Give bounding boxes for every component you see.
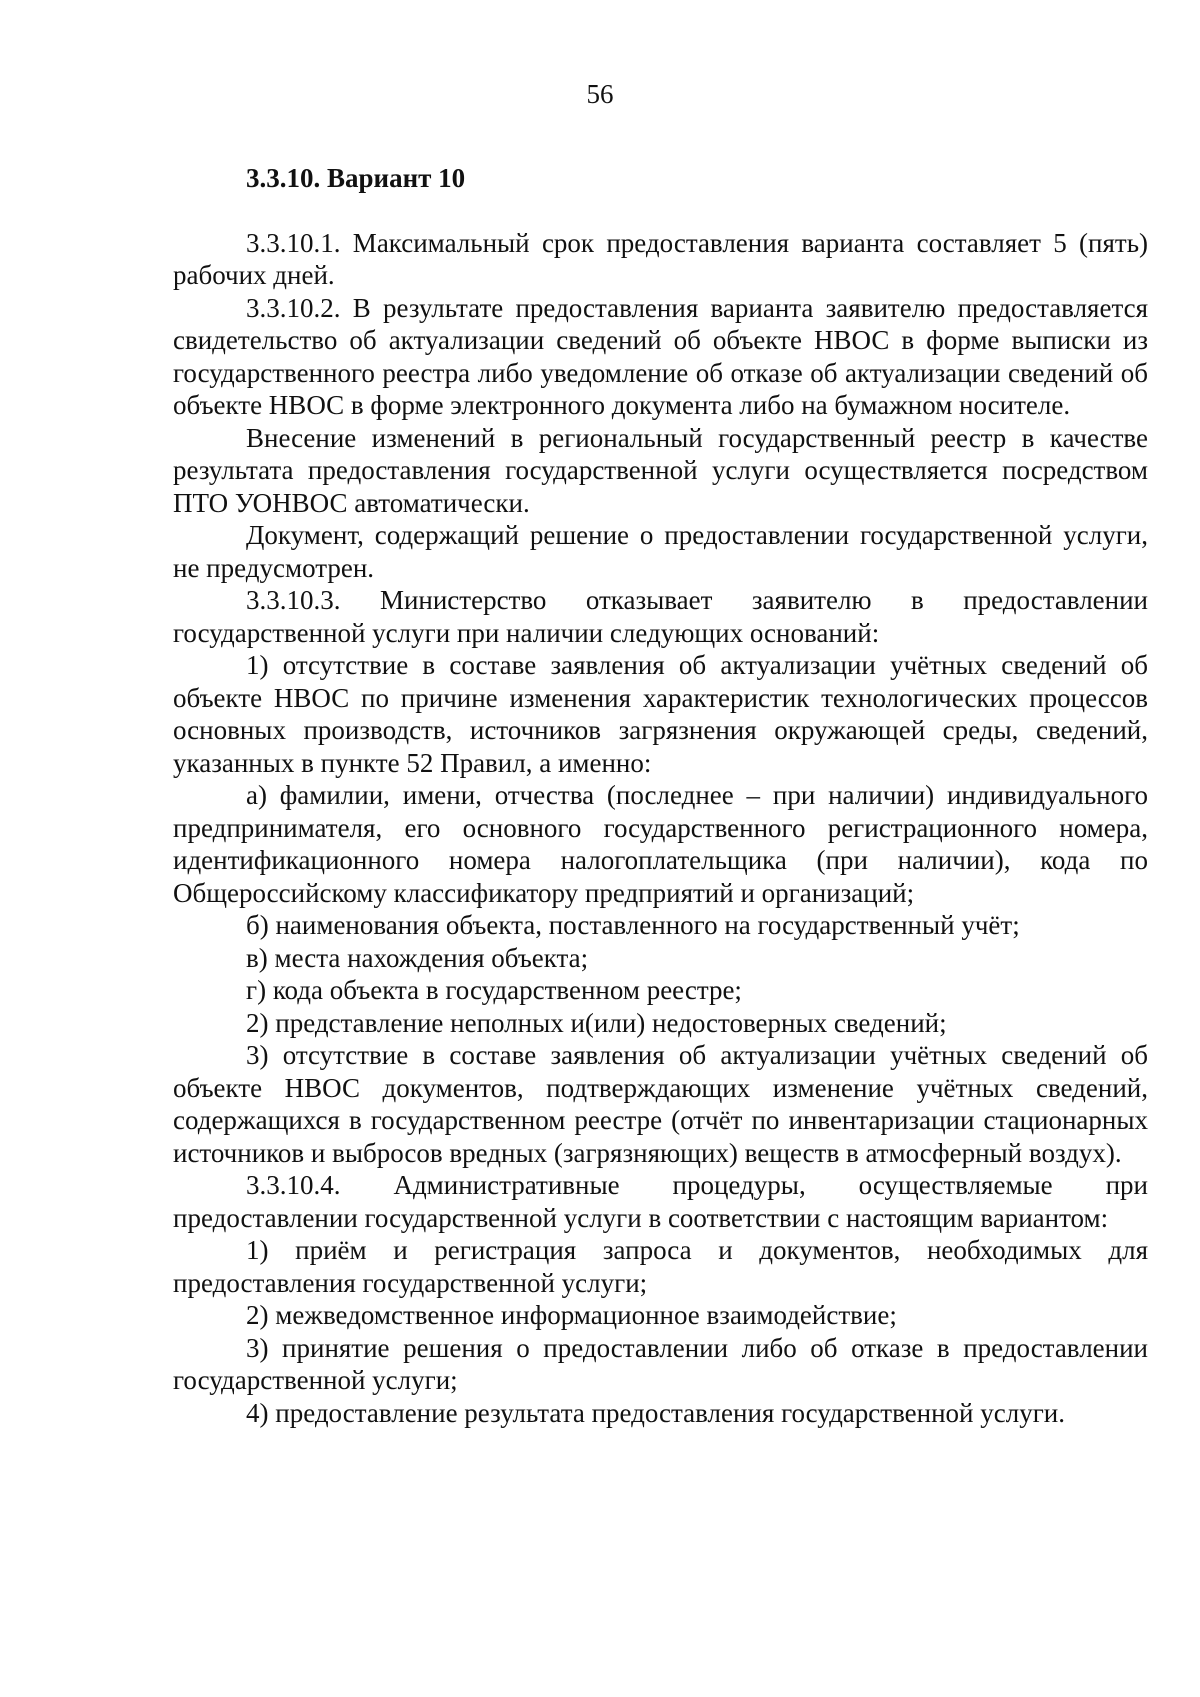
refusal-ground-1-a: а) фамилии, имени, отчества (последнее – при наличии) индивидуального предпринимателя, его основного государственного регистрационного номера, идентификационного номера налогоплательщика (при наличии), кода по Общероссийскому классификатору предприятий и организаций;: [173, 780, 1148, 908]
refusal-ground-1-b: б) наименования объекта, поставленного на государственный учёт;: [246, 910, 1020, 940]
page-number: 56: [586, 79, 614, 109]
document-body: [173, 162, 1148, 1429]
procedure-item-1: 1) приём и регистрация запроса и документов, необходимых для предоставления государственной услуги;: [173, 1235, 1148, 1298]
paragraph-3-3-10-4: 3.3.10.4. Административные процедуры, осуществляемые при предоставлении государственной услуги в соответствии с настоящим вариантом:: [173, 1170, 1148, 1233]
refusal-ground-1-g: г) кода объекта в государственном реестре;: [246, 975, 742, 1005]
refusal-ground-1-v: в) места нахождения объекта;: [246, 942, 589, 973]
paragraph-3-3-10-3: 3.3.10.3. Министерство отказывает заявителю в предоставлении государственной услуги при наличии следующих оснований:: [173, 585, 1148, 648]
section-title: 3.3.10. Вариант 10: [246, 163, 466, 193]
paragraph-registry-changes: Внесение изменений в региональный государственный реестр в качестве результата предоставления государственной услуги осуществляется посредством ПТО УОНВОС автоматически.: [173, 422, 1148, 518]
refusal-ground-2: 2) представление неполных и(или) недостоверных сведений;: [246, 1007, 947, 1038]
paragraph-decision-document: Документ, содержащий решение о предоставлении государственной услуги, не предусмотрен.: [173, 520, 1148, 583]
procedure-item-3: 3) принятие решения о предоставлении либо об отказе в предоставлении государственной услуги;: [173, 1332, 1148, 1395]
procedure-item-2: 2) межведомственное информационное взаимодействие;: [246, 1300, 897, 1330]
section-spacing: [173, 195, 1148, 227]
refusal-ground-1: 1) отсутствие в составе заявления об актуализации учётных сведений об объекте НВОС по причине изменения характеристик технологических процессов основных производств, источников загрязнения окружающей среды, сведений, указанных в пункте 52 Правил, а именно:: [173, 650, 1148, 778]
paragraph-3-3-10-2: 3.3.10.2. В результате предоставления варианта заявителю предоставляется свидетельство об актуализации сведений об объекте НВОС в форме выписки из государственного реестра либо уведомление об отказе об актуализации сведений об объекте НВОС в форме электронного документа либо на бумажном носителе.: [173, 292, 1148, 420]
procedure-item-4: 4) предоставление результата предоставления государственной услуги.: [246, 1397, 1065, 1428]
paragraph-3-3-10-1: 3.3.10.1. Максимальный срок предоставления варианта составляет 5 (пять) рабочих дней.: [173, 227, 1148, 290]
refusal-ground-3: 3) отсутствие в составе заявления об актуализации учётных сведений об объекте НВОС документов, подтверждающих изменение учётных сведений, содержащихся в государственном реестре (отчёт по инвентаризации стационарных источников и выбросов вредных (загрязняющих) веществ в атмосферный воздух).: [173, 1040, 1148, 1168]
